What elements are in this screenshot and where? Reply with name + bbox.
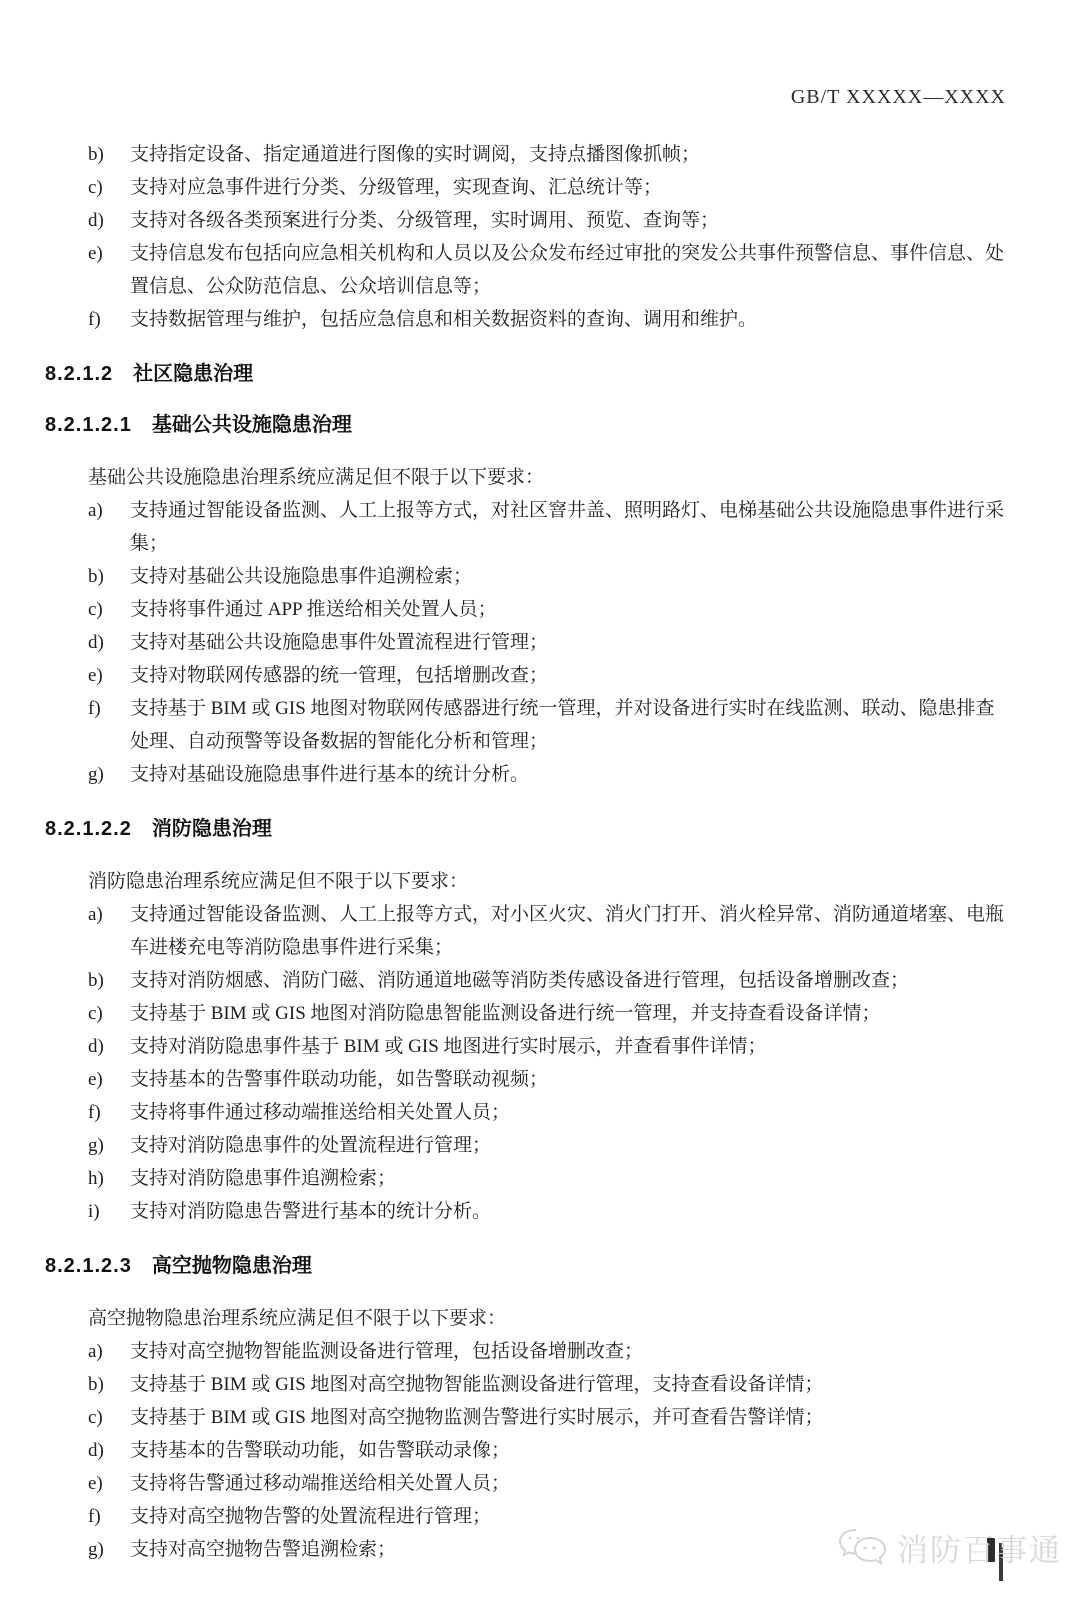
list-item-text: 支持将事件通过移动端推送给相关处置人员； bbox=[130, 1102, 511, 1123]
list-item-label: f) bbox=[88, 309, 101, 330]
list-item-label: e) bbox=[88, 665, 103, 686]
list-item-text: 支持对消防隐患事件的处置流程进行管理； bbox=[130, 1135, 492, 1156]
section-title: 高空抛物隐患治理 bbox=[151, 1255, 312, 1277]
watermark-text: 消防百事通 bbox=[897, 1533, 1062, 1568]
list-item-text: 支持对高空抛物告警的处置流程进行管理； bbox=[130, 1506, 492, 1527]
wechat-chat-bubbles-icon bbox=[837, 1526, 889, 1570]
section-number: 8.2.1.2.1 bbox=[45, 414, 132, 436]
list-item bbox=[88, 1434, 1007, 1467]
list-item-text: 支持通过智能设备监测、人工上报等方式，对小区火灾、消火门打开、消火栓异常、消防通道堵塞、电瓶车进楼充电等消防隐患事件进行采集； bbox=[130, 904, 1005, 958]
section-heading-infrastructure-hazard bbox=[45, 412, 1007, 438]
list-item-label: a) bbox=[88, 1341, 103, 1362]
watermark bbox=[837, 1525, 1062, 1570]
list-item-label: g) bbox=[88, 764, 104, 785]
list-item bbox=[88, 659, 1007, 692]
doc-code: GB/T XXXXX—XXXX bbox=[790, 86, 1006, 108]
list-item-label: c) bbox=[88, 1407, 103, 1428]
list-item-label: c) bbox=[88, 1003, 103, 1024]
list-item bbox=[88, 758, 1007, 791]
list-item-text: 支持基本的告警联动功能，如告警联动录像； bbox=[130, 1440, 511, 1461]
list-item bbox=[88, 1063, 1007, 1096]
list-item-label: c) bbox=[88, 177, 103, 198]
section-title: 消防隐患治理 bbox=[151, 818, 272, 840]
list-item-label: f) bbox=[88, 1102, 101, 1123]
list-item-text: 支持对消防隐患事件追溯检索； bbox=[130, 1168, 397, 1189]
section-title: 社区隐患治理 bbox=[133, 363, 254, 385]
list-item-label: b) bbox=[88, 1374, 104, 1395]
section-number: 8.2.1.2.2 bbox=[45, 818, 132, 840]
section-heading-fire-hazard bbox=[45, 816, 1007, 842]
list-item bbox=[88, 997, 1007, 1030]
requirement-list-top bbox=[88, 138, 1007, 336]
list-item-label: b) bbox=[88, 566, 104, 587]
list-item-label: a) bbox=[88, 904, 103, 925]
list-item-text: 支持对高空抛物智能监测设备进行管理，包括设备增删改查； bbox=[130, 1341, 644, 1362]
section-intro: 消防隐患治理系统应满足但不限于以下要求： bbox=[88, 871, 469, 892]
list-item bbox=[88, 1467, 1007, 1500]
list-item-text: 支持基于 BIM 或 GIS 地图对高空抛物监测告警进行实时展示，并可查看告警详情； bbox=[130, 1407, 824, 1428]
list-item-text: 支持数据管理与维护，包括应急信息和相关数据资料的查询、调用和维护。 bbox=[130, 309, 758, 330]
section-title: 基础公共设施隐患治理 bbox=[151, 414, 352, 436]
list-item-text: 支持指定设备、指定通道进行图像的实时调阅，支持点播图像抓帧； bbox=[130, 144, 701, 165]
list-item-text: 支持基于 BIM 或 GIS 地图对消防隐患智能监测设备进行统一管理，并支持查看设备详情； bbox=[130, 1003, 881, 1024]
requirement-list-fire bbox=[88, 898, 1007, 1228]
list-item bbox=[88, 204, 1007, 237]
section-intro: 基础公共设施隐患治理系统应满足但不限于以下要求： bbox=[88, 467, 545, 488]
section-number: 8.2.1.2.3 bbox=[45, 1255, 132, 1277]
section-number: 8.2.1.2 bbox=[45, 363, 114, 385]
list-item-text: 支持基于 BIM 或 GIS 地图对高空抛物智能监测设备进行管理，支持查看设备详情； bbox=[130, 1374, 824, 1395]
list-item bbox=[88, 1162, 1007, 1195]
list-item-text: 支持对基础公共设施隐患事件处置流程进行管理； bbox=[130, 632, 549, 653]
list-item-label: e) bbox=[88, 1069, 103, 1090]
list-item-label: b) bbox=[88, 970, 104, 991]
list-item bbox=[88, 1195, 1007, 1228]
list-item-text: 支持对基础公共设施隐患事件追溯检索； bbox=[130, 566, 473, 587]
list-item-text: 支持将告警通过移动端推送给相关处置人员； bbox=[130, 1473, 511, 1494]
list-item bbox=[88, 303, 1007, 336]
list-item bbox=[88, 1129, 1007, 1162]
list-item-text: 支持对高空抛物告警追溯检索； bbox=[130, 1539, 397, 1560]
list-item-label: a) bbox=[88, 500, 103, 521]
list-item bbox=[88, 171, 1007, 204]
list-item-label: i) bbox=[88, 1201, 100, 1222]
list-item bbox=[88, 1401, 1007, 1434]
list-item-text: 支持对消防隐患告警进行基本的统计分析。 bbox=[130, 1201, 492, 1222]
list-item bbox=[88, 1368, 1007, 1401]
list-item bbox=[88, 1335, 1007, 1368]
section-intro: 高空抛物隐患治理系统应满足但不限于以下要求： bbox=[88, 1308, 507, 1329]
list-item-label: d) bbox=[88, 1440, 104, 1461]
list-item-label: g) bbox=[88, 1135, 104, 1156]
list-item bbox=[88, 692, 1007, 758]
list-item bbox=[88, 626, 1007, 659]
list-item-label: f) bbox=[88, 1506, 101, 1527]
list-item-text: 支持对基础设施隐患事件进行基本的统计分析。 bbox=[130, 764, 530, 785]
list-item-text: 支持基本的告警事件联动功能，如告警联动视频； bbox=[130, 1069, 549, 1090]
list-item-text: 支持对应急事件进行分类、分级管理，实现查询、汇总统计等； bbox=[130, 177, 663, 198]
list-item-label: e) bbox=[88, 1473, 103, 1494]
list-item-text: 支持通过智能设备监测、人工上报等方式，对社区窨井盖、照明路灯、电梯基础公共设施隐患事件进行采集； bbox=[130, 500, 1005, 554]
list-item bbox=[88, 138, 1007, 171]
list-item-text: 支持对各级各类预案进行分类、分级管理，实时调用、预览、查询等； bbox=[130, 210, 720, 231]
list-item-text: 支持对物联网传感器的统一管理，包括增删改查； bbox=[130, 665, 549, 686]
list-item-label: c) bbox=[88, 599, 103, 620]
list-item bbox=[88, 593, 1007, 626]
list-item-label: e) bbox=[88, 243, 103, 264]
list-item-text: 支持对消防隐患事件基于 BIM 或 GIS 地图进行实时展示，并查看事件详情； bbox=[130, 1036, 767, 1057]
list-item bbox=[88, 494, 1007, 560]
list-item-text: 支持信息发布包括向应急相关机构和人员以及公众发布经过审批的突发公共事件预警信息、事件信息、处置信息、公众防范信息、公众培训信息等； bbox=[130, 243, 1005, 297]
list-item bbox=[88, 1030, 1007, 1063]
list-item-label: h) bbox=[88, 1168, 104, 1189]
section-heading-community-hazard bbox=[45, 361, 1007, 387]
requirement-list-infrastructure bbox=[88, 494, 1007, 791]
document-content bbox=[45, 138, 1007, 1566]
list-item-label: b) bbox=[88, 144, 104, 165]
list-item-text: 支持将事件通过 APP 推送给相关处置人员； bbox=[130, 599, 497, 620]
list-item-text: 支持基于 BIM 或 GIS 地图对物联网传感器进行统一管理，并对设备进行实时在线监测、联动、隐患排查处理、自动预警等设备数据的智能化分析和管理； bbox=[130, 698, 995, 752]
section-heading-falling-object-hazard bbox=[45, 1253, 1007, 1279]
list-item-text: 支持对消防烟感、消防门磁、消防通道地磁等消防类传感设备进行管理，包括设备增删改查； bbox=[130, 970, 910, 991]
list-item bbox=[88, 898, 1007, 964]
list-item-label: d) bbox=[88, 1036, 104, 1057]
list-item bbox=[88, 560, 1007, 593]
list-item-label: d) bbox=[88, 632, 104, 653]
list-item bbox=[88, 964, 1007, 997]
list-item-label: g) bbox=[88, 1539, 104, 1560]
list-item-label: f) bbox=[88, 698, 101, 719]
list-item-label: d) bbox=[88, 210, 104, 231]
list-item bbox=[88, 1096, 1007, 1129]
list-item bbox=[88, 237, 1007, 303]
